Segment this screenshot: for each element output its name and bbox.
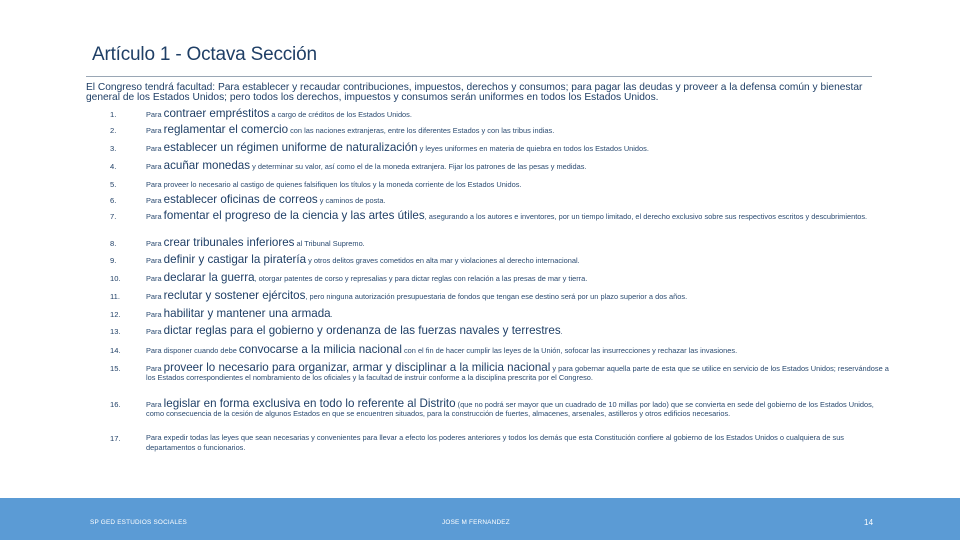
list-item-suffix: (que no podrá ser mayor que un cuadrado de 10 millas por lado) que se convierta en sede del gobierno de los Estados Unidos, como consecuencia de la cesión de algunos Estados en que se encuentren situados, para la construcción de fuertes, almacenes, arsenales, astilleros y otros edificios necesarios. <box>146 400 874 418</box>
list-item-suffix: con el fin de hacer cumplir las leyes de la Unión, sofocar las insurrecciones y rechazar las invasiones. <box>401 346 738 355</box>
list-item-number: 7. <box>110 212 117 221</box>
list-item-text <box>146 397 891 418</box>
list-item-prefix: Para <box>146 162 164 171</box>
list-item-highlight: reglamentar el comercio <box>163 123 289 136</box>
list-item-highlight: establecer oficinas de correos <box>163 193 318 206</box>
list-item-number: 1. <box>110 110 117 119</box>
list-item-suffix: y para gobernar aquella parte de esta que se utilice en servicio de los Estados Unidos; reservándose a los Estados correspondientes el nombramiento de los oficiales y la facultad de instruir conforme a la disciplina prescrita por el Congreso. <box>146 364 889 382</box>
list-item-text <box>146 159 891 172</box>
list-item-number: 8. <box>110 239 117 248</box>
list-item-text <box>146 307 891 320</box>
list-item-prefix: Para <box>146 144 164 153</box>
footer-bar <box>0 498 960 540</box>
list-item-highlight: reclutar y sostener ejércitos <box>163 289 306 302</box>
list-item-highlight: fomentar el progreso de la ciencia y las artes útiles <box>163 209 425 222</box>
list-item-suffix: , asegurando a los autores e inventores, por un tiempo limitado, el derecho exclusivo sobre sus respectivos escritos y descubrimientos. <box>424 212 868 221</box>
list-item-text <box>146 236 891 249</box>
list-item-suffix: y caminos de posta. <box>317 196 386 205</box>
list-item-prefix: Para <box>146 256 164 265</box>
list-item-prefix: Para <box>146 292 164 301</box>
list-item-number: 10. <box>110 274 121 283</box>
list-item-prefix: Para proveer lo necesario al castigo de quienes falsifiquen los títulos y la moneda corriente de los Estados Unidos. <box>146 180 522 189</box>
list-item-number: 4. <box>110 162 117 171</box>
list-item-text <box>146 343 891 356</box>
list-item-text <box>146 289 891 302</box>
list-item-suffix: y otros delitos graves cometidos en alta mar y violaciones al derecho internacional. <box>306 256 580 265</box>
list-item-prefix: Para <box>146 196 164 205</box>
list-item-text <box>146 324 891 337</box>
list-item-text <box>146 180 891 190</box>
list-item-suffix: con las naciones extranjeras, entre los diferentes Estados y con las tribus indias. <box>288 126 555 135</box>
list-item-number: 15. <box>110 364 121 373</box>
list-item-highlight: contraer empréstitos <box>163 107 270 120</box>
list-item-number: 6. <box>110 196 117 205</box>
title-divider <box>86 76 872 77</box>
list-item-text <box>146 193 891 206</box>
list-item-suffix: . <box>560 327 563 336</box>
list-item-prefix: Para <box>146 310 164 319</box>
list-item-suffix: al Tribunal Supremo. <box>294 239 365 248</box>
list-item-prefix: Para expedir todas las leyes que sean necesarias y convenientes para llevar a efecto los poderes anteriores y todos los demás que esta Constitución confiere al gobierno de los Estados Unidos o cualquiera de sus departamentos o funcionarios. <box>146 433 845 452</box>
list-item-number: 16. <box>110 400 121 409</box>
list-item-prefix: Para <box>146 327 164 336</box>
list-item-prefix: Para <box>146 364 164 373</box>
list-item-number: 17. <box>110 434 121 443</box>
list-item-suffix: , pero ninguna autorización presupuestaria de fondos que tengan ese destino será por un plazo superior a dos años. <box>305 292 688 301</box>
list-item-suffix: y leyes uniformes en materia de quiebra en todos los Estados Unidos. <box>417 144 649 153</box>
list-item-number: 3. <box>110 144 117 153</box>
list-item-highlight: acuñar monedas <box>163 159 251 172</box>
list-item-highlight: proveer lo necesario para organizar, armar y disciplinar a la milicia nacional <box>163 361 551 374</box>
list-item-highlight: habilitar y mantener una armada <box>163 307 331 320</box>
list-item-text <box>146 123 891 136</box>
list-item-suffix: y determinar su valor, así como el de la moneda extranjera. Fijar los patrones de las pesas y medidas. <box>250 162 587 171</box>
list-item-highlight: crear tribunales inferiores <box>163 236 295 249</box>
list-item-suffix: , otorgar patentes de corso y represalias y para dictar reglas con relación a las presas de mar y tierra. <box>254 274 588 283</box>
list-item-prefix: Para <box>146 274 164 283</box>
list-item-text <box>146 361 891 382</box>
list-item-highlight: legislar en forma exclusiva en todo lo referente al Distrito <box>163 397 456 410</box>
footer-course-label: SP GED ESTUDIOS SOCIALES <box>90 519 188 526</box>
list-item-prefix: Para <box>146 239 164 248</box>
list-item-number: 14. <box>110 346 121 355</box>
intro-paragraph: El Congreso tendrá facultad: Para establecer y recaudar contribuciones, impuestos, derechos y consumos; para pagar las deudas y proveer a la defensa común y bienestar general de los Estados Unidos; pero todos los derechos, impuestos y consumos serán uniformes en todos los Estados Unidos. <box>86 82 863 103</box>
list-item-prefix: Para disponer cuando debe <box>146 346 239 355</box>
list-item-text <box>146 209 891 222</box>
list-item-text <box>146 107 891 120</box>
list-item-highlight: dictar reglas para el gobierno y ordenanza de las fuerzas navales y terrestres <box>163 324 561 337</box>
list-item-number: 11. <box>110 292 120 301</box>
list-item-number: 13. <box>110 327 121 336</box>
list-item-highlight: definir y castigar la piratería <box>163 253 307 266</box>
list-item-suffix: a cargo de créditos de los Estados Unidos. <box>269 110 412 119</box>
slide-title: Artículo 1 - Octava Sección <box>92 44 317 65</box>
list-item-text <box>146 271 891 284</box>
footer-author-label: JOSE M FERNANDEZ <box>442 519 510 526</box>
list-item-prefix: Para <box>146 400 164 409</box>
list-item-number: 2. <box>110 126 117 135</box>
list-item-suffix: . <box>330 310 333 319</box>
list-item-number: 9. <box>110 256 117 265</box>
list-item-text <box>146 141 891 154</box>
list-item-prefix: Para <box>146 212 164 221</box>
list-item-text <box>146 434 891 452</box>
list-item-number: 12. <box>110 310 121 319</box>
list-item-prefix: Para <box>146 126 164 135</box>
list-item-highlight: establecer un régimen uniforme de naturalización <box>163 141 418 154</box>
list-item-prefix: Para <box>146 110 164 119</box>
list-item-highlight: convocarse a la milicia nacional <box>238 343 402 356</box>
list-item-highlight: declarar la guerra <box>163 271 255 284</box>
page-number: 14 <box>864 518 874 527</box>
list-item-number: 5. <box>110 180 117 189</box>
list-item-text <box>146 253 891 266</box>
